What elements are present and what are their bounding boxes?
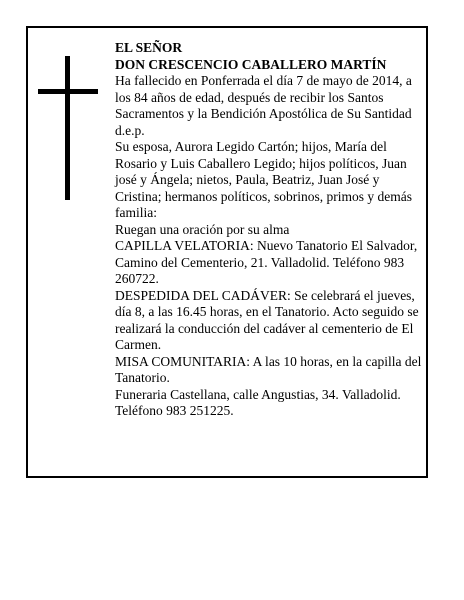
cross-icon — [38, 56, 98, 200]
cross-horizontal-bar — [38, 89, 98, 94]
mass-info: MISA COMUNITARIA: A las 10 horas, en la capilla del Tanatorio. — [115, 353, 422, 385]
notice-title-honorific: EL SEÑOR — [115, 40, 183, 55]
prayer-request: Ruegan una oración por su alma — [115, 221, 290, 237]
farewell-info: DESPEDIDA DEL CADÁVER: Se celebrará el jueves, día 8, a las 16.45 horas, en el Tanatorio. Acto seguido se realizará la conducción del cadáver al cementerio de El Carmen. — [115, 287, 419, 352]
death-announcement: Ha fallecido en Ponferrada el día 7 de mayo de 2014, a los 84 años de edad, después de recibir los Santos Sacramentos y la Bendición Apostólica de Su Santidad d.e.p. — [115, 73, 412, 138]
notice-content — [115, 40, 423, 420]
cross-vertical-bar — [65, 56, 70, 200]
obituary-notice — [26, 26, 428, 478]
family-list: Su esposa, Aurora Legido Cartón; hijos, María del Rosario y Luis Caballero Legido; hijos políticos, Juan josé y Ángela; nietos, Paula, Beatriz, Juan José y Cristina; hermanos políticos, sobrinos, primos y demás familia: — [115, 139, 412, 220]
notice-title-name: DON CRESCENCIO CABALLERO MARTÍN — [115, 56, 387, 72]
chapel-info: CAPILLA VELATORIA: Nuevo Tanatorio El Salvador, Camino del Cementerio, 21. Valladolid. Teléfono 983 260722. — [115, 238, 418, 286]
funeral-home-info: Funeraria Castellana, calle Angustias, 34. Valladolid. Teléfono 983 251225. — [115, 386, 401, 418]
